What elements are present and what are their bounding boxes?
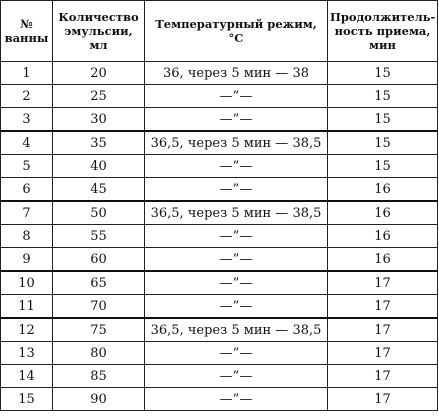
table-row [1,201,438,225]
cell-duration: 15 [328,62,438,85]
cell-temperature-mode: —”— [145,295,328,319]
cell-duration: 17 [328,271,438,295]
cell-temperature-mode: 36,5, через 5 мин — 38,5 [145,131,328,155]
cell-temperature-mode: —”— [145,225,328,248]
cell-bath-number: 15 [1,388,53,411]
table-row [1,178,438,202]
table-header [1,1,438,62]
cell-emulsion-amount: 25 [53,85,145,108]
cell-temperature-mode: —”— [145,108,328,132]
cell-bath-number: 10 [1,271,53,295]
cell-temperature-mode: —”— [145,342,328,365]
table-row [1,295,438,319]
cell-bath-number: 6 [1,178,53,202]
cell-emulsion-amount: 40 [53,155,145,178]
cell-duration: 17 [328,365,438,388]
header-row [1,1,438,62]
cell-duration: 15 [328,85,438,108]
cell-temperature-mode: —”— [145,365,328,388]
table-row [1,225,438,248]
table-row [1,85,438,108]
cell-duration: 15 [328,131,438,155]
cell-temperature-mode: 36, через 5 мин — 38 [145,62,328,85]
cell-temperature-mode: —”— [145,388,328,411]
table-row [1,62,438,85]
cell-emulsion-amount: 80 [53,342,145,365]
cell-bath-number: 5 [1,155,53,178]
table-row [1,108,438,132]
cell-duration: 16 [328,201,438,225]
cell-temperature-mode: —”— [145,178,328,202]
table-row [1,131,438,155]
cell-bath-number: 1 [1,62,53,85]
cell-temperature-mode: —”— [145,155,328,178]
table-row [1,271,438,295]
header-emulsion-amount: Количество эмульсии, мл [53,1,145,62]
cell-emulsion-amount: 60 [53,248,145,272]
cell-duration: 17 [328,295,438,319]
cell-bath-number: 13 [1,342,53,365]
cell-duration: 15 [328,108,438,132]
cell-emulsion-amount: 50 [53,201,145,225]
cell-bath-number: 11 [1,295,53,319]
table-row [1,248,438,272]
cell-emulsion-amount: 65 [53,271,145,295]
cell-emulsion-amount: 45 [53,178,145,202]
cell-bath-number: 14 [1,365,53,388]
table-row [1,365,438,388]
table-row [1,388,438,411]
cell-bath-number: 8 [1,225,53,248]
cell-bath-number: 2 [1,85,53,108]
cell-emulsion-amount: 30 [53,108,145,132]
cell-duration: 15 [328,155,438,178]
cell-duration: 16 [328,178,438,202]
cell-bath-number: 12 [1,318,53,342]
cell-bath-number: 7 [1,201,53,225]
table-row [1,155,438,178]
cell-duration: 17 [328,318,438,342]
cell-bath-number: 9 [1,248,53,272]
cell-bath-number: 3 [1,108,53,132]
cell-temperature-mode: —”— [145,248,328,272]
cell-bath-number: 4 [1,131,53,155]
table-body [1,62,438,411]
header-bath-number: № ванны [1,1,53,62]
table-row [1,318,438,342]
cell-emulsion-amount: 75 [53,318,145,342]
cell-duration: 17 [328,342,438,365]
cell-emulsion-amount: 85 [53,365,145,388]
cell-duration: 16 [328,248,438,272]
cell-temperature-mode: 36,5, через 5 мин — 38,5 [145,201,328,225]
header-duration: Продолжитель-ность приема, мин [328,1,438,62]
cell-emulsion-amount: 20 [53,62,145,85]
cell-emulsion-amount: 70 [53,295,145,319]
cell-temperature-mode: —”— [145,271,328,295]
cell-temperature-mode: —”— [145,85,328,108]
cell-duration: 16 [328,225,438,248]
table-row [1,342,438,365]
cell-emulsion-amount: 55 [53,225,145,248]
cell-temperature-mode: 36,5, через 5 мин — 38,5 [145,318,328,342]
cell-emulsion-amount: 35 [53,131,145,155]
header-temperature-mode: Температурный режим, °С [145,1,328,62]
cell-duration: 17 [328,388,438,411]
cell-emulsion-amount: 90 [53,388,145,411]
